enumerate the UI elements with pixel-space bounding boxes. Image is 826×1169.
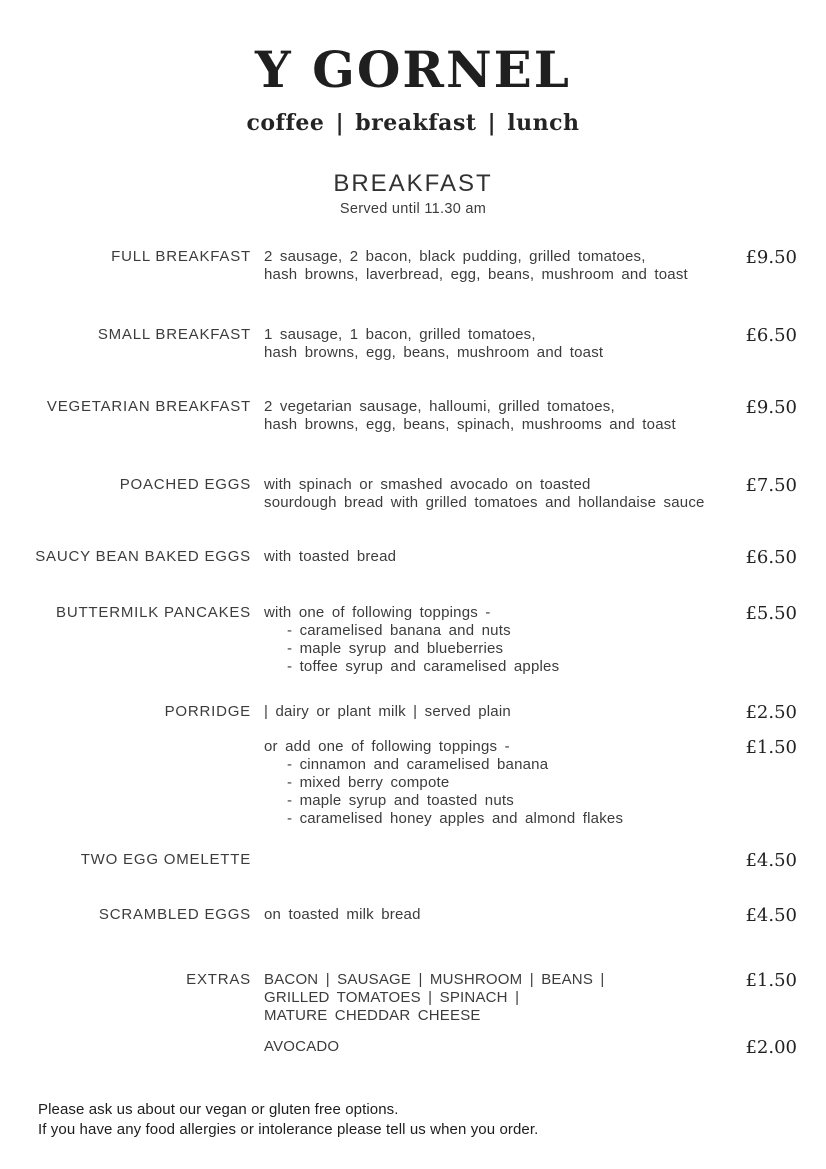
item-price: £9.50: [745, 397, 797, 418]
item-price: £2.50: [745, 702, 797, 723]
item-desc-line: hash browns, laverbread, egg, beans, mushroom and toast: [264, 266, 688, 283]
item-desc-line: with spinach or smashed avocado on toasted: [264, 476, 591, 493]
menu-item-full-breakfast: [0, 248, 797, 284]
menu-item-porridge: [0, 703, 797, 722]
item-description: [264, 1038, 745, 1056]
item-desc-line: on toasted milk bread: [264, 906, 421, 923]
item-price: £1.50: [745, 737, 797, 758]
menu-item-vegetarian-breakfast: [0, 398, 797, 434]
item-name: SAUCY BEAN BAKED EGGS: [35, 548, 251, 565]
item-description: [264, 971, 745, 1025]
menu-item-poached-eggs: [0, 476, 797, 512]
item-name: SMALL BREAKFAST: [97, 326, 251, 343]
item-price: £2.00: [745, 1037, 797, 1058]
item-desc-line: 1 sausage, 1 bacon, grilled tomatoes,: [264, 326, 536, 343]
item-name: TWO EGG OMELETTE: [80, 851, 251, 868]
item-name: VEGETARIAN BREAKFAST: [46, 398, 251, 415]
item-price: £6.50: [745, 325, 797, 346]
item-description: [264, 476, 745, 512]
section-serving-note: Served until 11.30 am: [339, 201, 487, 217]
item-description: [264, 398, 745, 434]
menu-item-two-egg-omelette: [0, 851, 797, 870]
item-name: SCRAMBLED EGGS: [98, 906, 251, 923]
item-price: £6.50: [745, 547, 797, 568]
item-topping-line: - maple syrup and toasted nuts: [287, 792, 514, 809]
section-title: BREAKFAST: [333, 170, 493, 197]
item-desc-line: with toasted bread: [264, 548, 397, 565]
item-desc-line: sourdough bread with grilled tomatoes and hollandaise sauce: [264, 494, 705, 511]
restaurant-tagline: coffee | breakfast | lunch: [246, 110, 580, 136]
item-description: [264, 548, 745, 566]
item-topping-line: - toffee syrup and caramelised apples: [287, 658, 560, 675]
item-name: POACHED EGGS: [119, 476, 251, 493]
item-topping-line: - caramelised banana and nuts: [287, 622, 511, 639]
item-name: EXTRAS: [186, 971, 251, 988]
footer-notes: [38, 1100, 538, 1140]
item-name: BUTTERMILK PANCAKES: [56, 604, 251, 621]
item-price: £4.50: [745, 850, 797, 871]
item-desc-line: hash browns, egg, beans, spinach, mushrooms and toast: [264, 416, 676, 433]
item-price: £4.50: [745, 905, 797, 926]
item-price: £9.50: [745, 247, 797, 268]
item-name: FULL BREAKFAST: [111, 248, 251, 265]
item-price: £1.50: [745, 970, 797, 991]
item-description: [264, 738, 745, 828]
item-description: [264, 906, 745, 924]
item-description: [264, 703, 745, 721]
item-description: [264, 248, 745, 284]
item-name: PORRIDGE: [164, 703, 251, 720]
item-description: [264, 604, 745, 676]
item-description: [264, 326, 745, 362]
item-desc-line: 2 sausage, 2 bacon, black pudding, grilled tomatoes,: [264, 248, 646, 265]
item-topping-line: - caramelised honey apples and almond flakes: [287, 810, 624, 827]
item-desc-line: with one of following toppings -: [264, 604, 491, 621]
footer-note-vegan: Please ask us about our vegan or gluten free options.: [38, 1101, 399, 1118]
item-price: £7.50: [745, 475, 797, 496]
item-desc-line: BACON | SAUSAGE | MUSHROOM | BEANS |: [264, 971, 605, 988]
footer-note-allergies: If you have any food allergies or intolerance please tell us when you order.: [38, 1121, 539, 1138]
item-topping-line: - mixed berry compote: [287, 774, 450, 791]
menu-item-scrambled-eggs: [0, 906, 797, 925]
item-desc-line: | dairy or plant milk | served plain: [264, 703, 511, 720]
item-desc-line: AVOCADO: [264, 1038, 340, 1055]
menu-item-buttermilk-pancakes: [0, 604, 797, 676]
menu-item-extras: [0, 971, 797, 1025]
item-desc-line: MATURE CHEDDAR CHEESE: [264, 1007, 481, 1024]
item-desc-line: or add one of following toppings -: [264, 738, 510, 755]
menu-item-small-breakfast: [0, 326, 797, 362]
item-desc-line: GRILLED TOMATOES | SPINACH |: [264, 989, 520, 1006]
item-desc-line: hash browns, egg, beans, mushroom and toast: [264, 344, 604, 361]
item-price: £5.50: [745, 603, 797, 624]
menu-item-saucy-bean-baked-eggs: [0, 548, 797, 567]
item-desc-line: 2 vegetarian sausage, halloumi, grilled tomatoes,: [264, 398, 615, 415]
menu-item-extras-avocado: [0, 1038, 797, 1057]
restaurant-title: Y GORNEL: [255, 40, 571, 99]
item-topping-line: - cinnamon and caramelised banana: [287, 756, 549, 773]
item-topping-line: - maple syrup and blueberries: [287, 640, 504, 657]
menu-item-porridge-toppings: [0, 738, 797, 828]
